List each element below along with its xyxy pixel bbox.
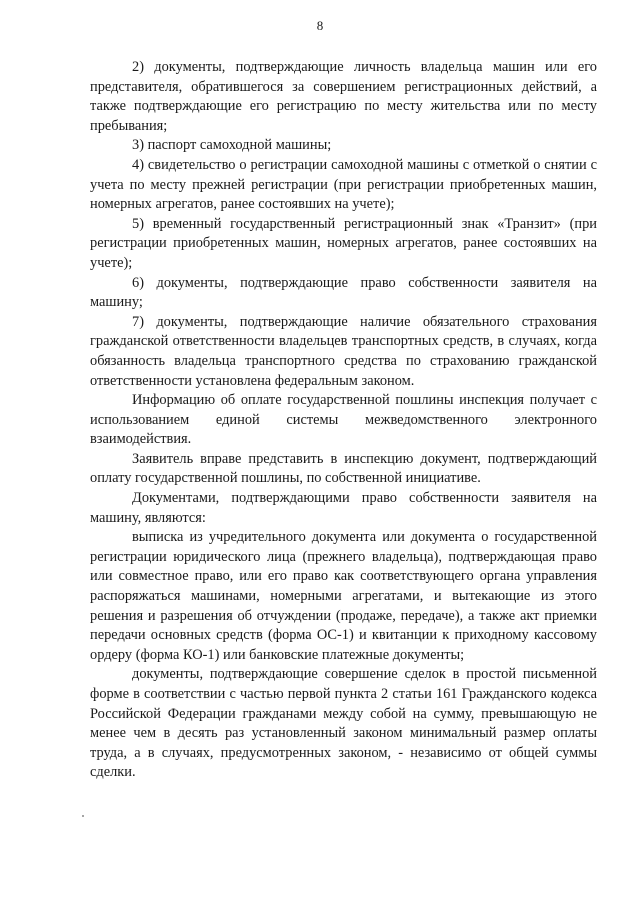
paragraph-item-3: 3) паспорт самоходной машины; — [132, 137, 332, 154]
document-body — [90, 58, 597, 783]
page-number: 8 — [316, 18, 324, 33]
paragraph-item-5: 5) временный государственный регистрационный знак «Транзит» (при регистрации приобретенных машин, номерных агрегатов, ранее состоявших на учете); — [90, 215, 597, 271]
paragraph-applicant-right: Заявитель вправе представить в инспекцию документ, подтверждающий оплату государственной пошлины, по собственной инициативе. — [90, 450, 597, 487]
paragraph-fee-info: Информацию об оплате государственной пошлины инспекция получает с использованием единой системы межведомственного электронного взаимодействия. — [90, 392, 597, 448]
paragraph-item-7: 7) документы, подтверждающие наличие обязательного страхования гражданской ответственности владельцев транспортных средств, в случаях, когда обязанность владельца транспортного средства по страхованию гражданской ответственности установлена федеральным законом. — [90, 313, 597, 389]
paragraph-transaction-docs: документы, подтверждающие совершение сделок в простой письменной форме в соответствии с частью первой пункта 2 статьи 161 Гражданского кодекса Российской Федерации гражданами между собой на сумму, превышающую не менее чем в десять раз установленный законом минимальный размер оплаты труда, а в случаях, предусмотренных законом, - независимо от общей суммы сделки. — [90, 666, 597, 781]
paragraph-ownership-docs-intro: Документами, подтверждающими право собственности заявителя на машину, являются: — [90, 490, 597, 526]
paragraph-item-6: 6) документы, подтверждающие право собственности заявителя на машину; — [90, 274, 597, 311]
paragraph-item-2: 2) документы, подтверждающие личность владельца машин или его представителя, обратившегося за совершением регистрационных действий, а также подтверждающие его регистрацию по месту жительства или по месту пребывания; — [90, 59, 597, 134]
paragraph-extract: выписка из учредительного документа или документа о государственной регистрации юридического лица (прежнего владельца), подтверждающая право или совместное право, или его право как соответствующего органа управления распоряжаться машинами, номерными агрегатами, и вытекающие из этого решения и разрешения об отчуждении (продаже, передаче), а также акт приемки передачи основных средств (форма ОС-1) и квитанции к приходному кассовому ордеру (форма КО-1) или банковские платежные документы; — [90, 529, 597, 663]
scan-speck — [82, 815, 84, 817]
paragraph-item-4: 4) свидетельство о регистрации самоходной машины с отметкой о снятии с учета по месту прежней регистрации (при регистрации приобретенных машин, номерных агрегатов, ранее состоявших на учете); — [90, 156, 597, 213]
